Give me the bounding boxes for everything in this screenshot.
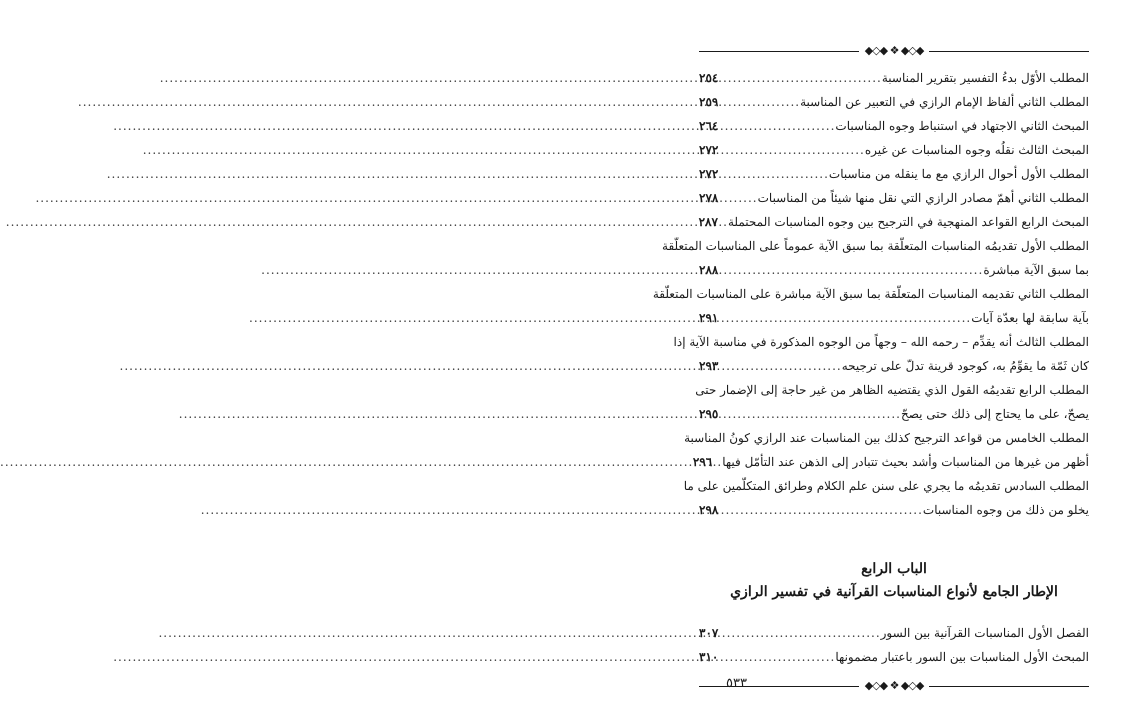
toc-entry-text: بما سبق الآية مباشرة [983,263,1089,277]
toc-entry-text: أظهر من غيرها من المناسبات وأشد بحيث تتبادر إلى الذهن عند التأمّل فيها [722,455,1089,469]
page-number: ٥٣٣ [726,676,747,691]
leader-dots [720,114,835,138]
toc-entry [699,354,1089,378]
toc-entry [699,90,1089,114]
toc-entry-text: المبحث الرابع القواعد المنهجية في الترجيح بين وجوه المناسبات المحتملة [727,215,1089,229]
ornament-rule [699,51,859,52]
toc-page-number: ٢٩٥ [699,407,719,421]
toc-page-number: ٣٠٧ [699,626,719,640]
toc-entry [699,114,1089,138]
table-of-contents-continued [699,621,1089,669]
toc-entry-line: المطلب الثالث أنه يقدِّم – رحمه الله – وجهاً من الوجوه المذكورة في مناسبة الآية إذا [673,335,1089,349]
toc-page-number: ٢٧٨ [699,191,719,205]
leader-dots [720,498,923,522]
leader-dots [720,402,901,426]
toc-page-number: ٢٩٣ [699,359,719,373]
toc-entry-text: بآية سابقة لها بعدّة آيات [971,311,1089,325]
toc-page-number: ٢٥٤ [699,71,719,85]
toc-entry [699,498,1089,522]
toc-entry-text: كان ثَمّة ما يقوِّمُ به، كوجود قرينة تدلّ على ترجيحه [841,359,1089,373]
ornament-flourish: ◆◇◆ ❖ ◆◇◆ [864,44,924,57]
toc-page-number: ٢٨٨ [699,263,719,277]
toc-page-number: ٢٧٢ [699,143,719,157]
toc-entry-line: المطلب السادس تقديمُه ما يجري على سنن علم الكلام وطرائق المتكلّمين على ما [683,479,1089,493]
ornament-rule [929,51,1089,52]
leader-dots [720,186,757,210]
leader-dots [714,450,722,474]
toc-entry-line: المطلب الرابع تقديمُه القول الذي يقتضيه الظاهر من غير حاجة إلى الإضمار حتى [695,383,1089,397]
toc-entry-text: المطلب الثاني ألفاظ الإمام الرازي في التعبير عن المناسبة [800,95,1089,109]
toc-entry [692,450,1089,474]
toc-entry-text: المبحث الأول المناسبات بين السور باعتبار مضمونها [835,650,1089,664]
toc-page-number: ٢٩٨ [699,503,719,517]
top-ornament [699,44,1089,58]
toc-entry-text: المبحث الثاني الاجتهاد في استنباط وجوه المناسبات [835,119,1089,133]
toc-entry [699,210,1089,234]
toc-entry-text: يخلو من ذلك من وجوه المناسبات [922,503,1089,517]
toc-entry-line: المطلب الخامس من قواعد الترجيح كذلك بين المناسبات عند الرازي كونُ المناسبة [684,431,1089,445]
chapter-title: الباب الرابع [861,561,927,577]
ornament-flourish: ◆◇◆ ❖ ◆◇◆ [864,679,924,692]
leader-dots [720,210,728,234]
leader-dots [720,645,835,669]
toc-page-number: ٢٩١ [699,311,719,325]
leader-dots [720,258,983,282]
leader-dots [720,162,829,186]
toc-entry [699,186,1089,210]
toc-entry-line: المطلب الأول تقديمُه المناسبات المتعلّقة بما سبق الآية عموماً على المناسبات المتعلّقة [662,239,1089,253]
leader-dots [720,66,882,90]
toc-entry-text: المطلب الأول أحوال الرازي مع ما ينقله من مناسبات [828,167,1089,181]
toc-page-number: ٢٩٦ [692,455,713,469]
toc-entry-text: يصحّ، على ما يحتاج إلى ذلك حتى يصحّ [900,407,1089,421]
chapter-heading [699,558,1089,604]
leader-dots [720,621,880,645]
toc-entry-text: المطلب الثاني أهمّ مصادر الرازي التي نقل منها شيئاً من المناسبات [757,191,1089,205]
toc-entry-text: المبحث الثالث نقلُه وجوه المناسبات عن غيره [864,143,1089,157]
toc-entry [699,162,1089,186]
toc-entry-text: المطلب الأوّل بدءُ التفسير بتقرير المناسبة [881,71,1089,85]
toc-entry [699,306,1089,330]
toc-page-number: ٢٧٢ [699,167,719,181]
toc-page-number: ٢٥٩ [699,95,719,109]
toc-entry [699,645,1089,669]
ornament-rule [929,686,1089,687]
toc-page-number: ٢٨٧ [698,215,718,229]
toc-entry-text: الفصل الأول المناسبات القرآنية بين السور [880,626,1089,640]
bottom-ornament [699,679,1089,693]
toc-entry [699,402,1089,426]
toc-entry [699,138,1089,162]
leader-dots [720,90,800,114]
toc-entry [699,621,1089,645]
toc-entry [699,258,1089,282]
leader-dots [720,354,841,378]
leader-dots [720,138,865,162]
leader-dots [720,306,971,330]
toc-page-number: ٢٦٤ [699,119,719,133]
table-of-contents [652,66,1089,522]
toc-page-number: ٣١٠ [699,650,719,664]
toc-entry [699,66,1089,90]
toc-entry-line: المطلب الثاني تقديمه المناسبات المتعلّقة بما سبق الآية مباشرة على المناسبات المتعلّقة [652,287,1089,301]
chapter-subtitle: الإطار الجامع لأنواع المناسبات القرآنية في تفسير الرازي [730,584,1058,600]
